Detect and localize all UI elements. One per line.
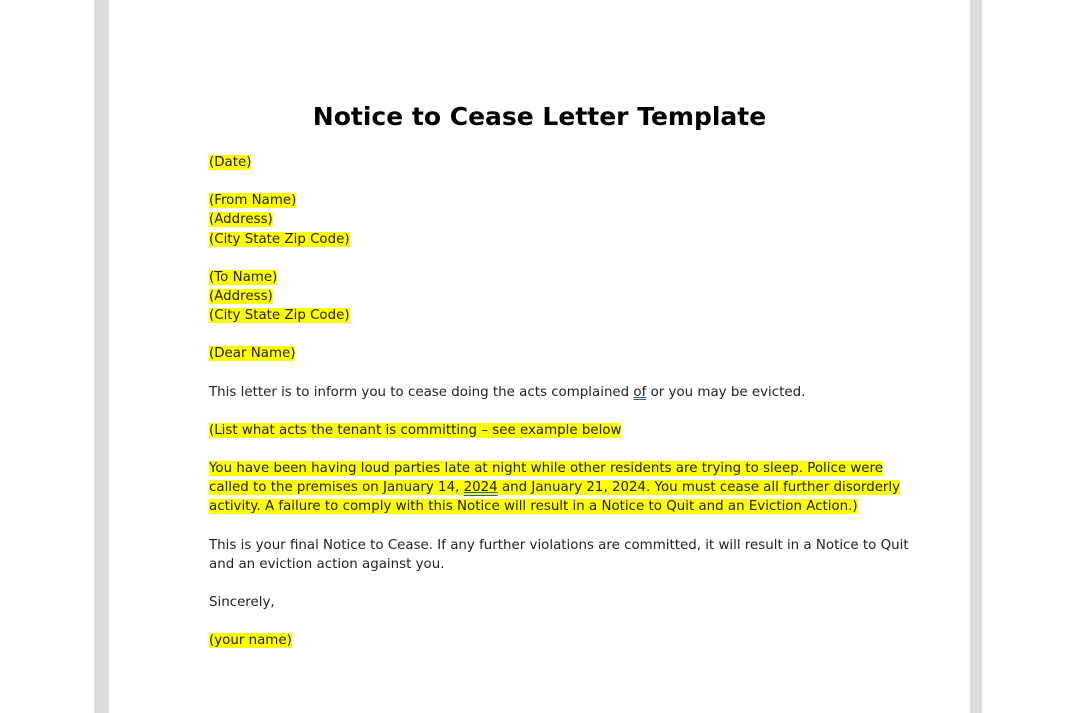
- spellcheck-flagged-year[interactable]: 2024: [463, 480, 498, 496]
- spellcheck-flagged-word[interactable]: of: [633, 384, 647, 400]
- example-line-2-before: called to the premises on January 14,: [209, 480, 464, 496]
- from-name-placeholder: (From Name): [209, 193, 297, 209]
- closing-paragraph: [209, 593, 869, 612]
- example-paragraph: [209, 459, 901, 517]
- letter-body: [209, 153, 909, 669]
- example-line-2-after: and January 21, 2024. You must cease all further disorderly: [497, 480, 901, 496]
- from-address-placeholder: (Address): [209, 212, 273, 228]
- instruction-placeholder: (List what acts the tenant is committing – see example below: [209, 422, 622, 438]
- to-city-placeholder: (City State Zip Code): [209, 308, 350, 324]
- document-page[interactable]: [109, 0, 970, 713]
- date-block: [209, 153, 869, 172]
- signature-placeholder: (your name): [209, 633, 292, 649]
- document-title: Notice to Cease Letter Template: [312, 102, 767, 131]
- final-notice-line-2: and an eviction action against you.: [209, 556, 445, 572]
- signature-block: [209, 631, 869, 650]
- final-notice-paragraph: [209, 536, 909, 574]
- final-notice-line-1: This is your final Notice to Cease. If any further violations are committed, it will result in a Notice to Quit: [209, 537, 909, 553]
- instruction-paragraph: [209, 421, 869, 440]
- to-name-placeholder: (To Name): [209, 269, 278, 285]
- from-address-block: [209, 191, 869, 249]
- to-address-placeholder: (Address): [209, 289, 273, 305]
- intro-text-before: This letter is to inform you to cease doing the acts complained: [209, 384, 634, 400]
- example-line-3: activity. A failure to comply with this Notice will result in a Notice to Quit and an Eviction Action.): [209, 499, 858, 515]
- right-gutter: [970, 0, 982, 713]
- closing-text: Sincerely,: [209, 595, 275, 611]
- example-line-1: You have been having loud parties late at night while other residents are trying to sleep. Police were: [209, 461, 883, 477]
- date-placeholder: (Date): [209, 155, 252, 170]
- salutation-placeholder: (Dear Name): [209, 346, 296, 362]
- example-line-2: [209, 480, 900, 495]
- from-city-placeholder: (City State Zip Code): [209, 231, 350, 247]
- salutation-block: [209, 344, 869, 363]
- left-gutter: [94, 0, 109, 713]
- intro-text-after: or you may be evicted.: [646, 384, 806, 400]
- intro-paragraph: [209, 383, 869, 402]
- to-address-block: [209, 268, 869, 326]
